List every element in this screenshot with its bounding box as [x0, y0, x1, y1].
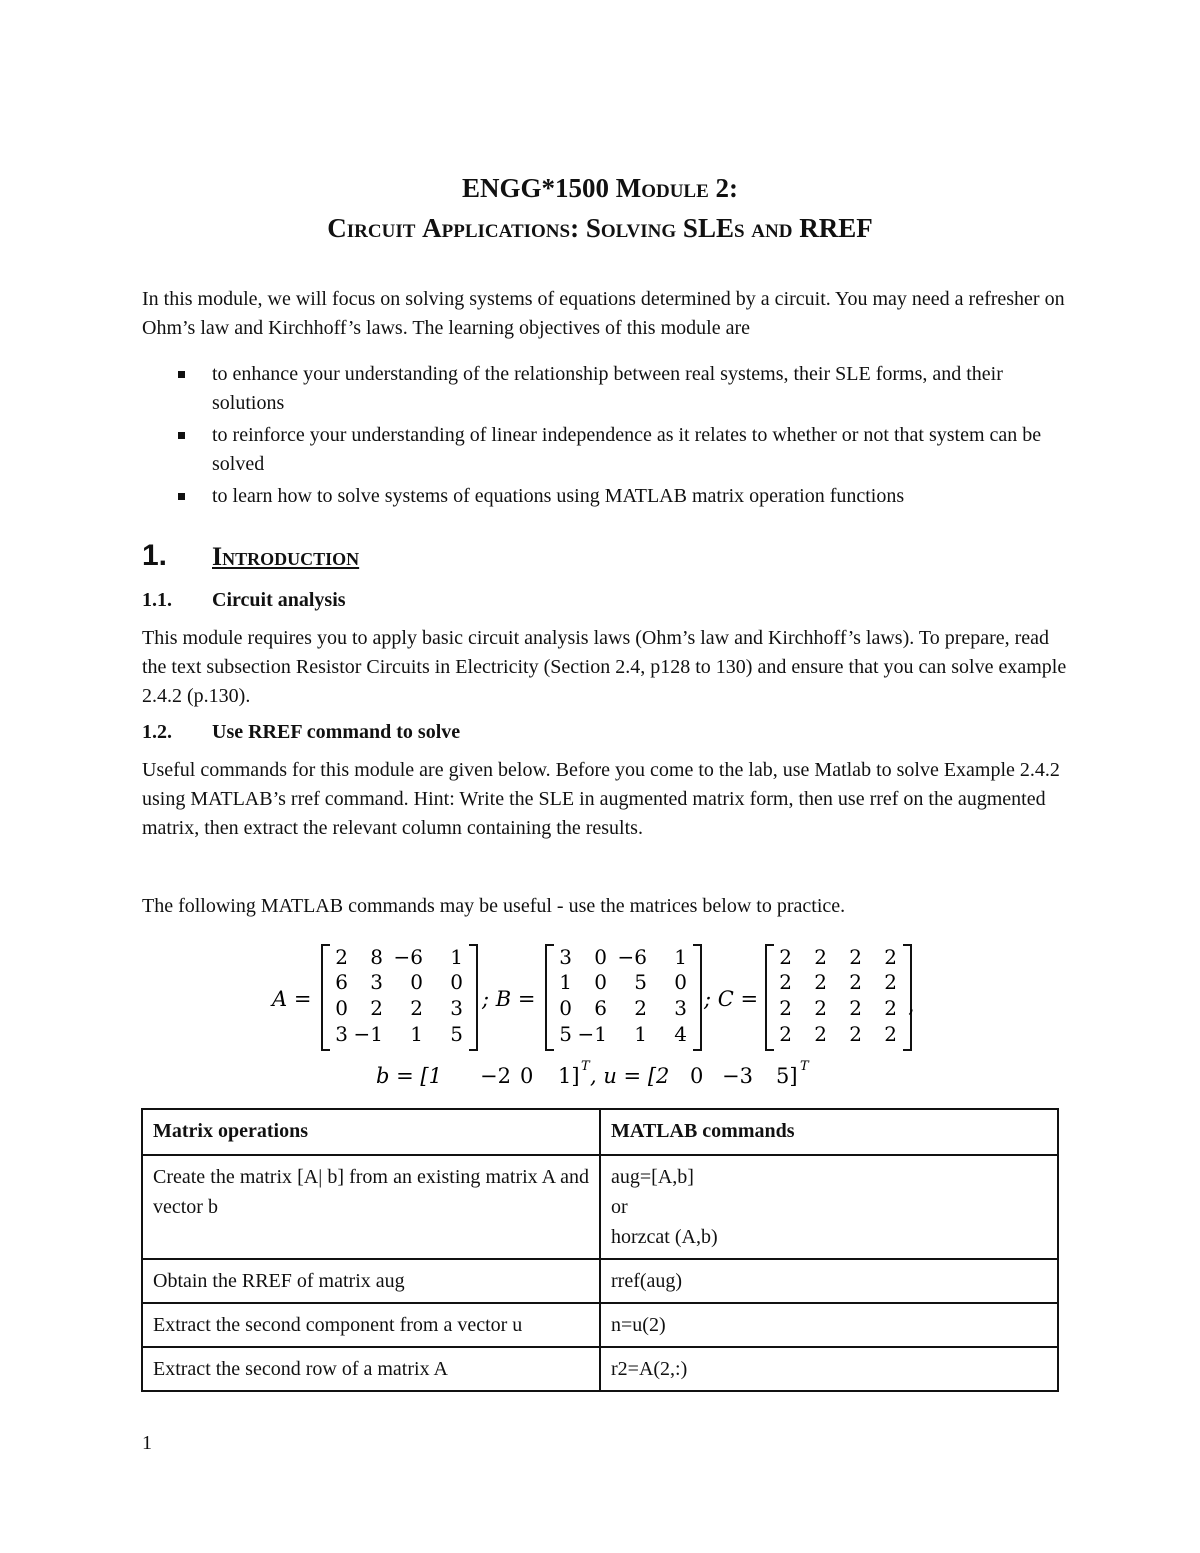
matrix-entry: 2 [849, 970, 862, 994]
matrix-entry: 0 [594, 945, 607, 969]
table-row [142, 1155, 1058, 1259]
intro-paragraph: In this module, we will focus on solving systems of equations determined by a circuit. You may need a refresher on Ohm’s law and Kirchhoff’s laws. The learning objectives of this module are [142, 288, 1065, 339]
operation-cell: Obtain the RREF of matrix aug [142, 1259, 600, 1303]
vector-b-label: b = [1 [376, 1064, 442, 1088]
matrix-entry: 0 [674, 970, 687, 994]
matrix-entry: 2 [849, 945, 862, 969]
matrix-c [766, 945, 911, 1050]
vector-line [376, 1059, 810, 1088]
matrix-entry: 3 [370, 970, 383, 994]
vector-b-value: −2 [480, 1064, 511, 1088]
table-row [142, 1347, 1058, 1391]
matrix-entry: 2 [849, 996, 862, 1020]
matrix-entry: 2 [814, 945, 827, 969]
matrix-entry: 8 [370, 945, 383, 969]
matrix-entry: 6 [335, 970, 348, 994]
table-row [142, 1259, 1058, 1303]
matrix-a [322, 945, 477, 1050]
matrix-entry: 6 [594, 996, 607, 1020]
table-row [142, 1303, 1058, 1347]
title-line-2: Circuit Applications: Solving SLEs and RREF [327, 213, 873, 243]
matrix-entry: 1 [410, 1022, 423, 1046]
command-text: aug=[A,b] [611, 1166, 694, 1188]
objectives-list [142, 360, 1072, 514]
matrix-entry: 0 [559, 996, 572, 1020]
subsection-heading-rref: 1.2. Use RREF command to solve [142, 721, 461, 743]
matrix-entry: 3 [335, 1022, 348, 1046]
matrix-entry: 5 [450, 1022, 463, 1046]
matrix-entry: 2 [335, 945, 348, 969]
right-bracket [469, 945, 477, 1050]
transpose-superscript: T [581, 1059, 590, 1074]
vector-u-value: 5] [776, 1064, 798, 1088]
title-line-1: ENGG*1500 Module 2: [461, 173, 739, 203]
right-bracket [693, 945, 701, 1050]
matrix-entry: 2 [779, 945, 792, 969]
list-item: to learn how to solve systems of equations using MATLAB matrix operation functions [142, 482, 1072, 511]
operation-cell: Extract the second row of a matrix A [142, 1347, 600, 1391]
matrix-entry: 2 [814, 970, 827, 994]
bullet-square-icon [178, 493, 185, 500]
transpose-superscript: T [800, 1059, 809, 1074]
command-text: n=u(2) [611, 1314, 666, 1336]
command-text: or [611, 1196, 628, 1218]
matrix-equations [0, 940, 1200, 1090]
matrix-entry: 4 [674, 1022, 687, 1046]
matrix-entry: 3 [450, 996, 463, 1020]
matrix-trailing-comma: , [908, 993, 915, 1017]
table-header-cell: MATLAB commands [600, 1109, 1058, 1155]
vector-b-value: 1] [558, 1064, 580, 1088]
matrix-entry: 2 [849, 1022, 862, 1046]
matrix-entry: 2 [884, 996, 897, 1020]
matrix-c-label: ; C = [704, 987, 759, 1011]
matrix-entry: 0 [450, 970, 463, 994]
matrix-entry: 1 [634, 1022, 647, 1046]
matrix-entry: −6 [393, 945, 423, 969]
matrix-entry: 0 [335, 996, 348, 1020]
left-bracket [546, 945, 554, 1050]
matrix-entry: 2 [634, 996, 647, 1020]
command-cell [600, 1259, 1058, 1303]
list-item: to enhance your understanding of the relationship between real systems, their SLE forms, and their solutions [142, 360, 1072, 418]
bullet-square-icon [178, 432, 185, 439]
vector-u-value: 0 [690, 1064, 704, 1088]
matrix-entry: 2 [370, 996, 383, 1020]
matrix-entry: 1 [559, 970, 572, 994]
matrix-entry: −1 [353, 1022, 383, 1046]
vector-u-value: −3 [722, 1064, 753, 1088]
matrix-entry: 2 [410, 996, 423, 1020]
vector-u-label: , u = [2 [590, 1064, 670, 1088]
subsection-heading-circuit-analysis: 1.1. Circuit analysis [142, 589, 346, 611]
command-cell [600, 1303, 1058, 1347]
matrix-entry: 2 [779, 1022, 792, 1046]
circuit-analysis-paragraph: This module requires you to apply basic circuit analysis laws (Ohm’s law and Kirchhoff’s laws). To prepare, read the text subsection Resistor Circuits in Electricity (Section 2.4, p128 to 130) and ensure that you can solve example 2.4.2 (p.130). [142, 627, 1067, 707]
matrix-entry: 1 [450, 945, 463, 969]
matrix-entry: 2 [779, 970, 792, 994]
command-text: horzcat (A,b) [611, 1226, 718, 1248]
vector-b-value: 0 [520, 1064, 534, 1088]
document-title [0, 168, 1200, 248]
matrix-entry: 2 [884, 1022, 897, 1046]
matrix-b [546, 945, 701, 1050]
matrix-entry: 2 [884, 945, 897, 969]
matrix-entry: 3 [559, 945, 572, 969]
matrix-b-label: ; B = [482, 987, 536, 1011]
matrix-entry: 5 [634, 970, 647, 994]
operation-cell: Extract the second component from a vector u [142, 1303, 600, 1347]
command-text: r2=A(2,:) [611, 1358, 688, 1380]
matrix-equations-svg [0, 940, 1200, 1090]
command-text: rref(aug) [611, 1270, 683, 1292]
matrix-entry: 0 [410, 970, 423, 994]
section-heading-introduction: 1. Introduction [142, 539, 360, 572]
table-header-row [142, 1109, 1058, 1155]
bullet-square-icon [178, 371, 185, 378]
command-cell [600, 1155, 1058, 1259]
matrix-entry: 2 [814, 996, 827, 1020]
list-item: to reinforce your understanding of linear independence as it relates to whether or not that system can be solved [142, 421, 1072, 479]
left-bracket [766, 945, 774, 1050]
operation-cell: Create the matrix [A| b] from an existing matrix A and vector b [142, 1155, 600, 1259]
left-bracket [322, 945, 330, 1050]
matrix-entry: 0 [594, 970, 607, 994]
matrix-entry: 2 [814, 1022, 827, 1046]
practice-paragraph: The following MATLAB commands may be useful - use the matrices below to practice. [142, 895, 846, 917]
matrix-entry: 3 [674, 996, 687, 1020]
matrix-entry: −6 [617, 945, 647, 969]
matrix-entry: −1 [577, 1022, 607, 1046]
rref-paragraph: Useful commands for this module are given below. Before you come to the lab, use Matlab to solve Example 2.4.2 using MATLAB’s rref command. Hint: Write the SLE in augmented matrix form, then use rref on the augmented matrix, then extract the relevant column containing the results. [142, 759, 1060, 839]
matrix-a-label: A = [272, 987, 312, 1011]
matrix-entry: 2 [779, 996, 792, 1020]
table-header-cell: Matrix operations [142, 1109, 600, 1155]
matrix-entry: 1 [674, 945, 687, 969]
matlab-commands-table [141, 1108, 1059, 1392]
matrix-entry: 5 [559, 1022, 572, 1046]
matrix-entry: 2 [884, 970, 897, 994]
page-number: 1 [142, 1432, 152, 1454]
command-cell [600, 1347, 1058, 1391]
